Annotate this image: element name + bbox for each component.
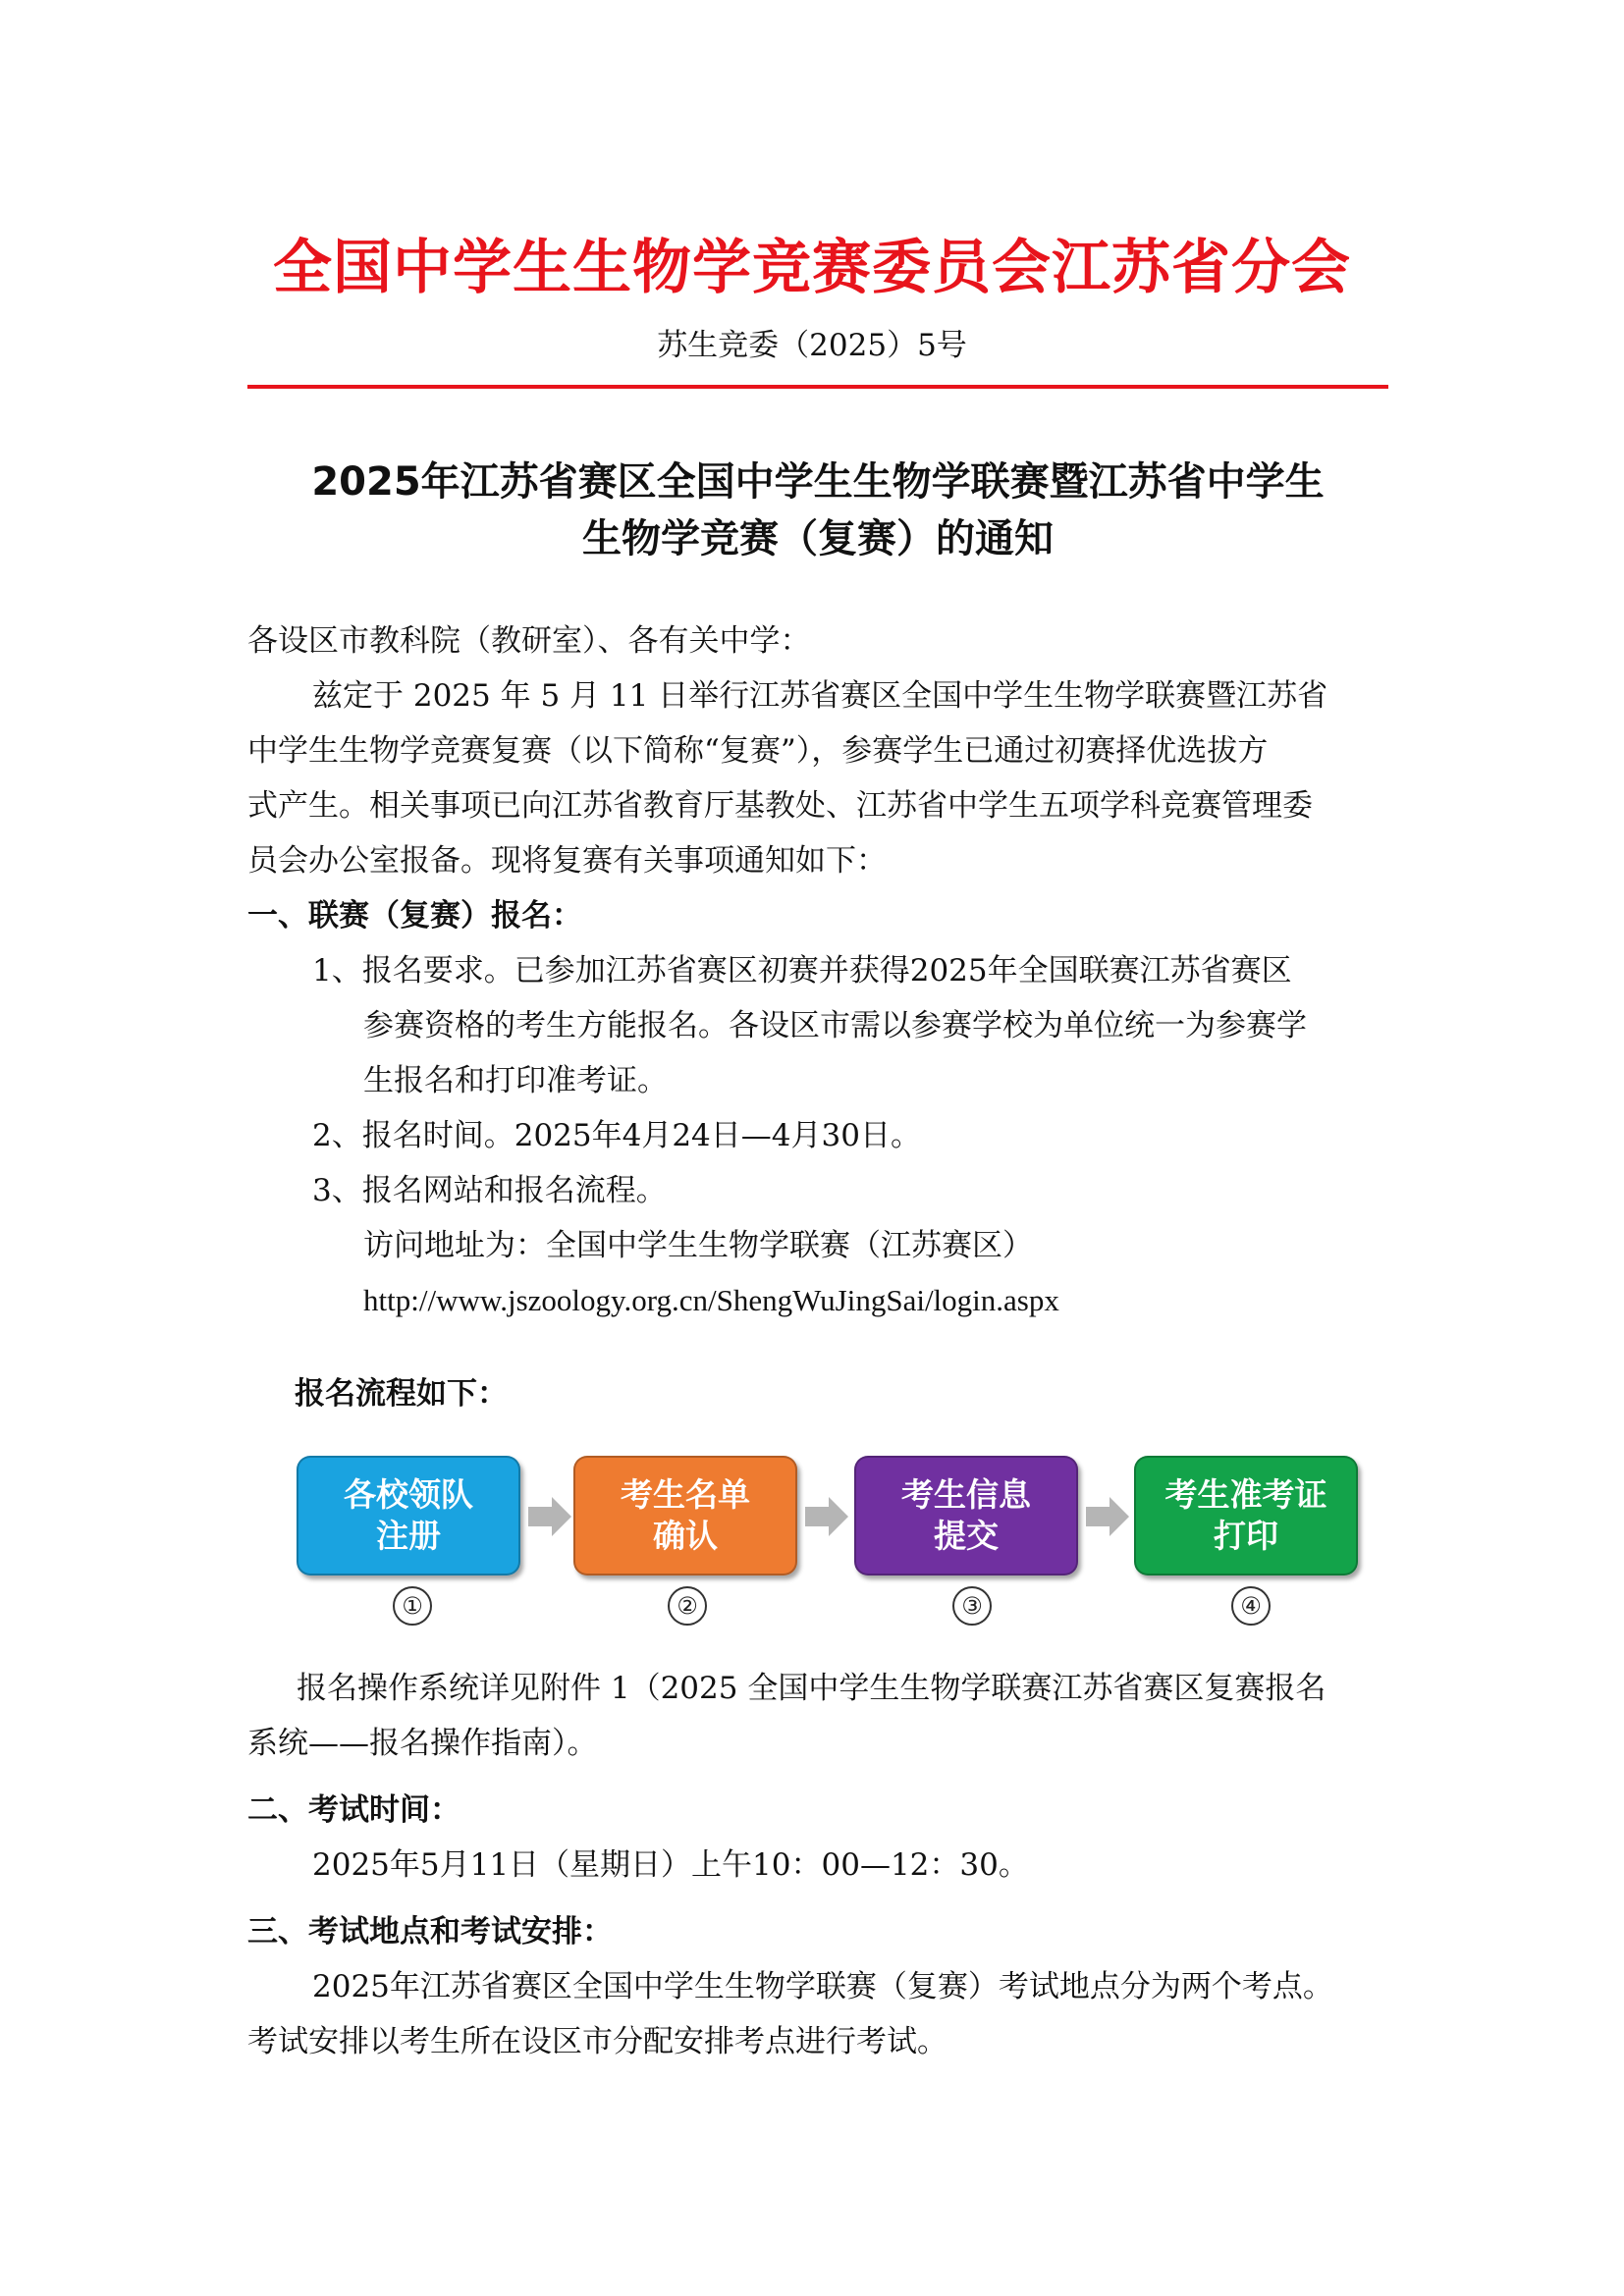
title-line-2: 生物学竞赛（复赛）的通知 (582, 516, 1054, 561)
section3-heading: 三、考试地点和考试安排： (247, 1914, 613, 1949)
flow-arrow-icon (1086, 1497, 1129, 1536)
flow-step-1 (297, 1456, 520, 1575)
step-number-2: ② (668, 1586, 707, 1626)
flow-title: 报名流程如下： (295, 1376, 508, 1412)
guide-line-2: 系统——报名操作指南）。 (247, 1726, 598, 1761)
section2-heading: 二、考试时间： (247, 1792, 460, 1828)
section3-line-2: 考试安排以考生所在设区市分配安排考点进行考试。 (247, 2024, 947, 2059)
guide-line-1: 报名操作系统详见附件 1（2025 全国中学生生物学联赛江苏省赛区复赛报名 (297, 1671, 1326, 1706)
red-divider (247, 385, 1388, 389)
registration-url[interactable]: http://www.jszoology.org.cn/ShengWuJingSai/login.aspx (363, 1283, 1059, 1317)
flow-step-1-line2: 注册 (376, 1517, 441, 1555)
title-line-1: 2025年江苏省赛区全国中学生生物学联赛暨江苏省中学生 (311, 459, 1325, 505)
intro-line-2: 中学生生物学竞赛复赛（以下简称“复赛”），参赛学生已通过初赛择优选拔方 (247, 733, 1269, 769)
access-label: 访问地址为：全国中学生生物学联赛（江苏赛区） (363, 1228, 1033, 1263)
flow-arrow-icon (805, 1497, 848, 1536)
flow-step-3 (854, 1456, 1078, 1575)
item1-line-2: 参赛资格的考生方能报名。各设区市需以参赛学校为单位统一为参赛学 (363, 1008, 1307, 1043)
step-number-1: ① (393, 1586, 432, 1626)
org-masthead: 全国中学生生物学竞赛委员会江苏省分会 (273, 234, 1351, 302)
flow-step-2-line2: 确认 (653, 1517, 718, 1555)
flow-step-4 (1134, 1456, 1358, 1575)
step-number-4: ④ (1231, 1586, 1271, 1626)
flow-step-4-line1: 考生准考证 (1164, 1475, 1327, 1514)
flow-step-4-line2: 打印 (1214, 1517, 1278, 1555)
flow-step-3-line1: 考生信息 (901, 1475, 1031, 1514)
exam-time: 2025年5月11日（星期日）上午10：00—12：30。 (312, 1847, 1029, 1883)
notice-title (247, 454, 1388, 567)
intro-line-4: 员会办公室报备。现将复赛有关事项通知如下： (247, 843, 887, 879)
flow-step-2-line1: 考生名单 (621, 1475, 750, 1514)
step-number-3: ③ (952, 1586, 992, 1626)
document-number: 苏生竞委（2025）5号 (657, 328, 967, 363)
section3-line-1: 2025年江苏省赛区全国中学生生物学联赛（复赛）考试地点分为两个考点。 (312, 1969, 1333, 2004)
flow-arrow-icon (528, 1497, 571, 1536)
flow-step-3-line2: 提交 (934, 1517, 999, 1555)
flow-step-1-line1: 各校领队 (344, 1475, 473, 1514)
intro-line-1: 兹定于 2025 年 5 月 11 日举行江苏省赛区全国中学生生物学联赛暨江苏省 (312, 678, 1328, 714)
item2: 2、报名时间。2025年4月24日—4月30日。 (312, 1118, 921, 1153)
item3: 3、报名网站和报名流程。 (312, 1173, 667, 1208)
intro-line-3: 式产生。相关事项已向江苏省教育厅基教处、江苏省中学生五项学科竞赛管理委 (247, 788, 1313, 824)
section1-heading: 一、联赛（复赛）报名： (247, 898, 582, 934)
item1-line-3: 生报名和打印准考证。 (363, 1063, 668, 1098)
flow-step-2 (573, 1456, 797, 1575)
salutation: 各设区市教科院（教研室）、各有关中学： (247, 623, 811, 659)
item1-line-1: 1、报名要求。已参加江苏省赛区初赛并获得2025年全国联赛江苏省赛区 (312, 953, 1292, 988)
